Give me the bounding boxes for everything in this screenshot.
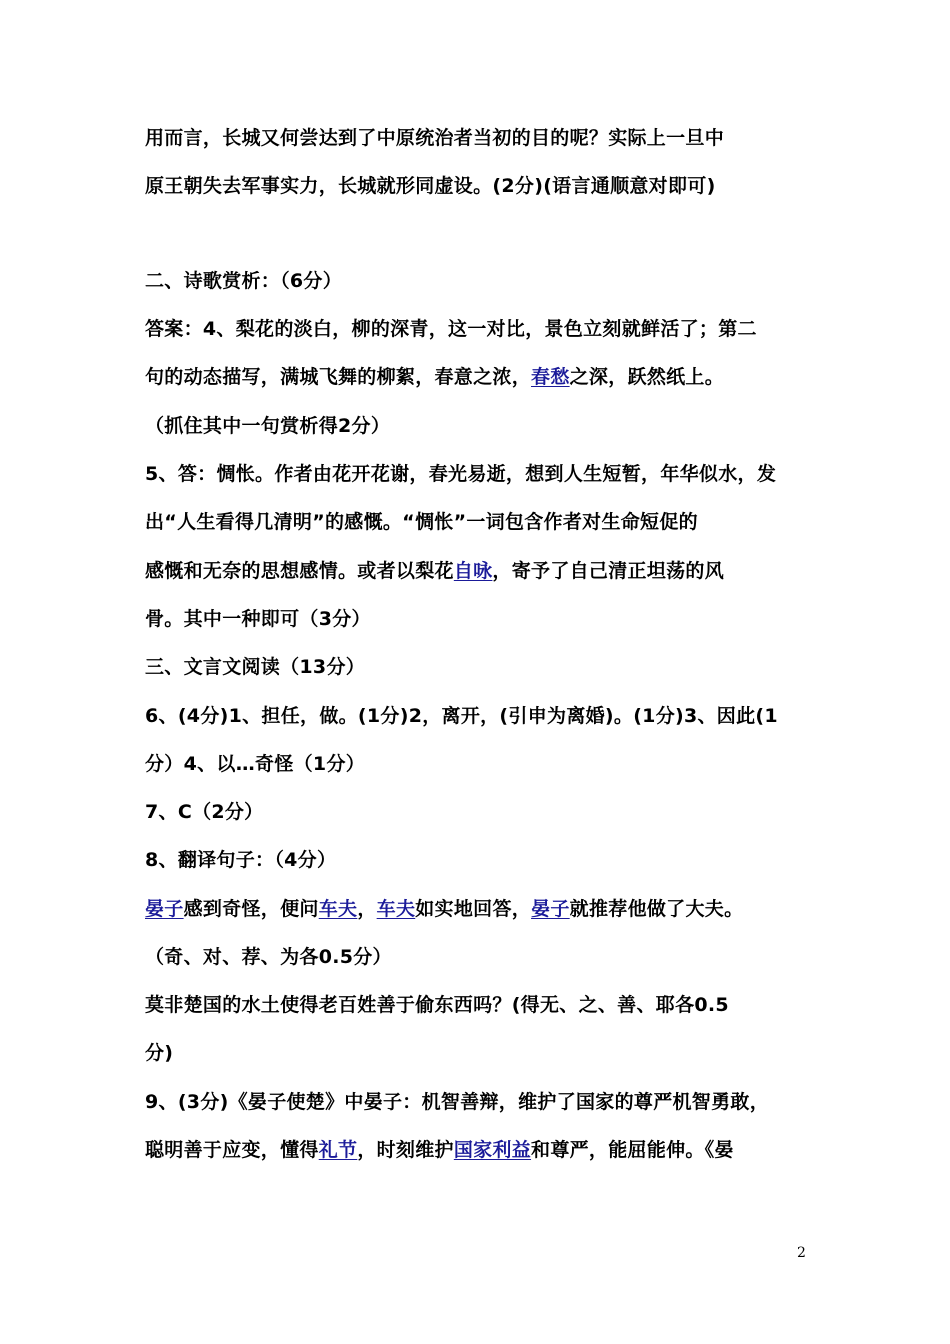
text-span: 感到奇怪，便问 — [183, 898, 319, 920]
text-span: 和尊严，能屈能伸。《晏 — [531, 1139, 734, 1161]
text-span: ， — [357, 898, 377, 920]
text-span: 用而言，长城又何尝达到了中原统治者当初的目的呢？实际上一旦中 — [145, 127, 725, 149]
text-span: 骨。其中一种即可（3分） — [145, 608, 371, 630]
hyperlink[interactable]: 礼节 — [318, 1139, 358, 1161]
text-span: 原王朝失去军事实力，长城就形同虚设。(2分)(语言通顺意对即可) — [145, 175, 716, 197]
text-line — [145, 751, 835, 777]
text-span: 6、(4分)1、担任，做。(1分)2，离开，(引申为离婚)。(1分)3、因此(1 — [145, 705, 778, 727]
hyperlink[interactable]: 春愁 — [531, 366, 570, 388]
hyperlink[interactable]: 晏子 — [531, 898, 570, 920]
text-span: 聪明善于应变，懂得 — [145, 1139, 319, 1161]
text-span: 5、答：惆怅。作者由花开花谢，春光易逝，想到人生短暂，年华似水，发 — [145, 463, 777, 485]
text-span: 感慨和无奈的思想感情。或者以梨花 — [145, 560, 454, 582]
hyperlink[interactable]: 国家利益 — [453, 1139, 532, 1161]
text-span: 句的动态描写，满城飞舞的柳絮，春意之浓， — [145, 366, 532, 388]
text-span: 分) — [145, 1042, 174, 1064]
text-span: 答案：4、梨花的淡白，柳的深青，这一对比，景色立刻就鲜活了；第二 — [145, 318, 757, 340]
text-line — [145, 125, 835, 151]
text-span: 三、文言文阅读（13分） — [145, 656, 366, 678]
text-line — [145, 606, 835, 632]
text-line — [145, 1040, 835, 1066]
hyperlink[interactable]: 自咏 — [453, 560, 493, 582]
text-line — [145, 509, 835, 535]
text-span: 就推荐他做了大夫。 — [569, 898, 744, 920]
text-line — [145, 896, 835, 922]
text-span: 分）4、以…奇怪（1分） — [145, 753, 366, 775]
text-line — [145, 558, 835, 584]
text-line — [145, 1089, 835, 1115]
text-span: 8、翻译句子：（4分） — [145, 849, 337, 871]
hyperlink[interactable]: 晏子 — [145, 898, 184, 920]
text-span: （奇、对、荐、为各0.5分） — [145, 946, 392, 968]
text-line — [145, 268, 835, 294]
text-span: 9、(3分)《晏子使楚》中晏子：机智善辩，维护了国家的尊严机智勇敢， — [145, 1091, 770, 1113]
text-line — [145, 847, 835, 873]
text-span: （抓住其中一句赏析得2分） — [145, 415, 391, 437]
text-line — [145, 316, 835, 342]
text-line — [145, 944, 835, 970]
text-line — [145, 364, 835, 390]
hyperlink[interactable]: 车夫 — [318, 898, 358, 920]
text-line — [145, 654, 835, 680]
text-line — [145, 461, 835, 487]
text-line — [145, 413, 835, 439]
text-span: ，寄予了自己清正坦荡的风 — [492, 560, 725, 582]
text-span: 二、诗歌赏析：（6分） — [145, 270, 343, 292]
text-span: 莫非楚国的水土使得老百姓善于偷东西吗？(得无、之、善、耶各0.5 — [145, 994, 729, 1016]
text-line — [145, 1137, 835, 1163]
text-span: 之深，跃然纸上。 — [569, 366, 725, 388]
text-line — [145, 703, 835, 729]
text-span: 出“人生看得几清明”的感慨。“惆怅”一词包含作者对生命短促的 — [145, 511, 698, 533]
page-number: 2 — [797, 1245, 806, 1261]
text-span: ，时刻维护 — [357, 1139, 454, 1161]
hyperlink[interactable]: 车夫 — [376, 898, 416, 920]
text-line — [145, 992, 835, 1018]
text-line — [145, 799, 835, 825]
text-span: 7、C（2分） — [145, 801, 264, 823]
text-span: 如实地回答， — [415, 898, 532, 920]
text-line — [145, 173, 835, 199]
